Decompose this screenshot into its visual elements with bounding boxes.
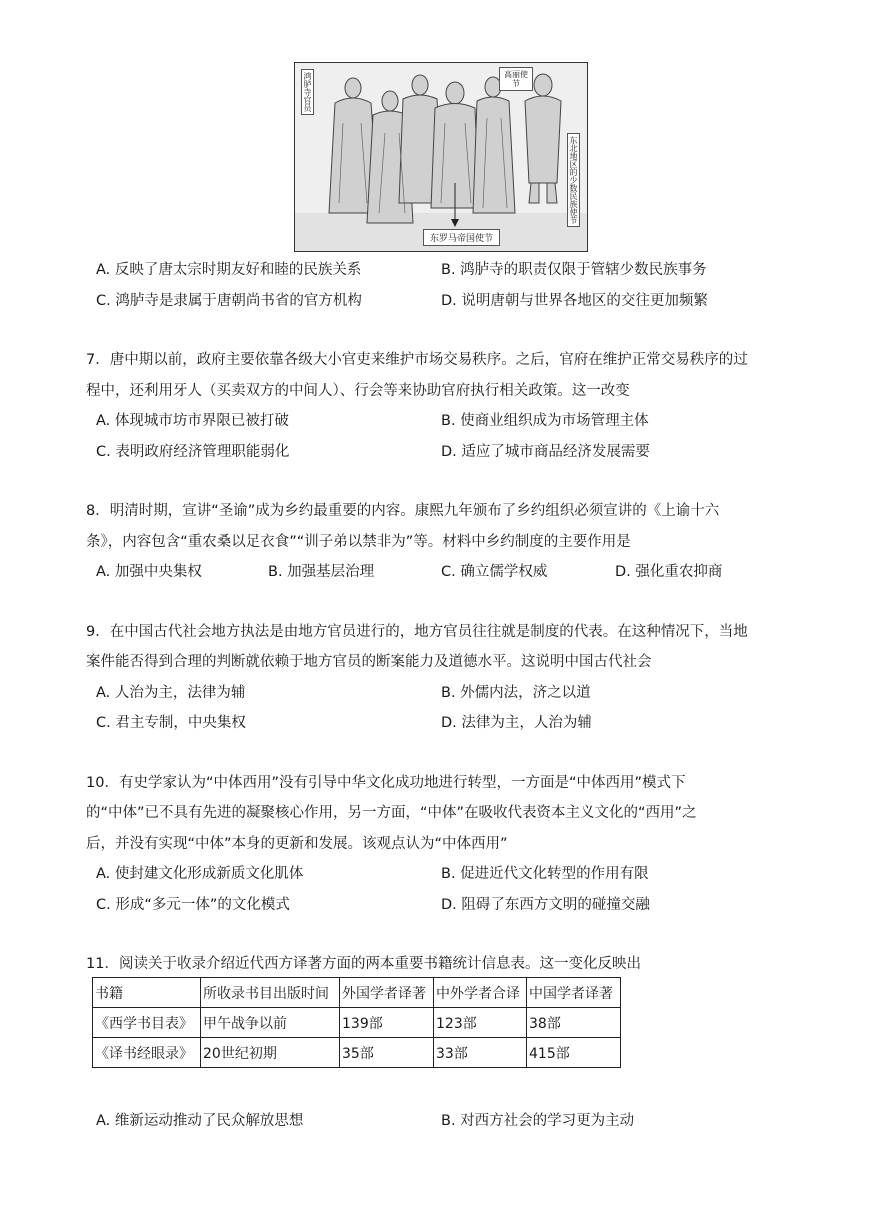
label-honglu-official: 鸿胪寺官员 [301,69,314,115]
table-cell: 123部 [434,1008,527,1038]
label-northeast-envoy: 东北地区的少数民族使节 [567,133,580,227]
q9-option-b: B. 外儒内法，济之以道 [441,685,591,701]
table-cell: 139部 [340,1008,434,1038]
q6-option-c: C. 鸿胪寺是隶属于唐朝尚书省的官方机构 [96,293,362,309]
envoys-illustration [294,62,588,252]
envoys-drawing [295,63,587,251]
q8-stem-line1: 8．明清时期，宣讲“圣谕”成为乡约最重要的内容。康熙九年颁布了乡约组织必须宣讲的《上谕十六 [86,503,720,519]
q8-option-b: B. 加强基层治理 [268,564,375,580]
table-header-row [93,978,621,1008]
q7-option-b: B. 使商业组织成为市场管理主体 [441,413,649,429]
q11-option-b: B. 对西方社会的学习更为主动 [441,1113,635,1129]
q7-option-c: C. 表明政府经济管理职能弱化 [96,444,290,460]
q11-option-a: A. 维新运动推动了民众解放思想 [96,1113,304,1129]
q7-stem-line1: 7．唐中期以前，政府主要依靠各级大小官吏来维护市场交易秩序。之后，官府在维护正常交易秩序的过 [86,352,748,368]
table-cell: 《西学书目表》 [93,1008,201,1038]
q6-option-a: A. 反映了唐太宗时期友好和睦的民族关系 [96,262,362,278]
table-header-cell: 书籍 [93,978,201,1008]
table-cell: 《译书经眼录》 [93,1038,201,1068]
table-cell: 20世纪初期 [201,1038,340,1068]
q8-option-d: D. 强化重农抑商 [615,564,723,580]
q10-option-b: B. 促进近代文化转型的作用有限 [441,866,649,882]
table-cell: 38部 [527,1008,621,1038]
q9-stem-line2: 案件能否得到合理的判断就依赖于地方官员的断案能力及道德水平。这说明中国古代社会 [86,654,652,670]
q10-option-c: C. 形成“多元一体”的文化模式 [96,897,290,913]
q9-stem-line1: 9．在中国古代社会地方执法是由地方官员进行的，地方官员往往就是制度的代表。在这种情况下，当地 [86,624,748,640]
q7-option-d: D. 适应了城市商品经济发展需要 [441,444,650,460]
q9-option-c: C. 君主专制，中央集权 [96,715,246,731]
q8-option-c: C. 确立儒学权威 [441,564,548,580]
q11-stem-line1: 11．阅读关于收录介绍近代西方译著方面的两本重要书籍统计信息表。这一变化反映出 [86,956,641,972]
table-cell: 甲午战争以前 [201,1008,340,1038]
q6-option-b: B. 鸿胪寺的职责仅限于管辖少数民族事务 [441,262,707,278]
label-goryeo-envoy: 高丽使节 [499,67,533,91]
q9-option-a: A. 人治为主，法律为辅 [96,685,246,701]
book-statistics-table [92,977,621,1068]
label-byzantine-envoy: 东罗马帝国使节 [423,229,500,246]
table-cell: 415部 [527,1038,621,1068]
table-header-cell: 中国学者译著 [527,978,621,1008]
q7-stem-line2: 程中，还利用牙人（买卖双方的中间人）、行会等来协助官府执行相关政策。这一改变 [86,383,630,399]
table-cell: 33部 [434,1038,527,1068]
q10-stem-line3: 后，并没有实现“中体”本身的更新和发展。该观点认为“中体西用” [86,836,508,852]
q6-option-d: D. 说明唐朝与世界各地区的交往更加频繁 [441,293,708,309]
q8-stem-line2: 条》，内容包含“重农桑以足衣食”“训子弟以禁非为”等。材料中乡约制度的主要作用是 [86,534,631,550]
q10-stem-line2: 的“中体”已不具有先进的凝聚核心作用，另一方面，“中体”在吸收代表资本主义文化的“西用”之 [86,805,697,821]
table-header-cell: 外国学者译著 [340,978,434,1008]
q10-option-d: D. 阻碍了东西方文明的碰撞交融 [441,897,650,913]
table-cell: 35部 [340,1038,434,1068]
table-row [93,1008,621,1038]
q10-option-a: A. 使封建文化形成新质文化肌体 [96,866,304,882]
q7-option-a: A. 体现城市坊市界限已被打破 [96,413,289,429]
table-row [93,1038,621,1068]
q9-option-d: D. 法律为主，人治为辅 [441,715,592,731]
table-header-cell: 所收录书目出版时间 [201,978,340,1008]
q10-stem-line1: 10．有史学家认为“中体西用”没有引导中华文化成功地进行转型，一方面是“中体西用”模式下 [86,775,686,791]
q8-option-a: A. 加强中央集权 [96,564,202,580]
table-header-cell: 中外学者合译 [434,978,527,1008]
